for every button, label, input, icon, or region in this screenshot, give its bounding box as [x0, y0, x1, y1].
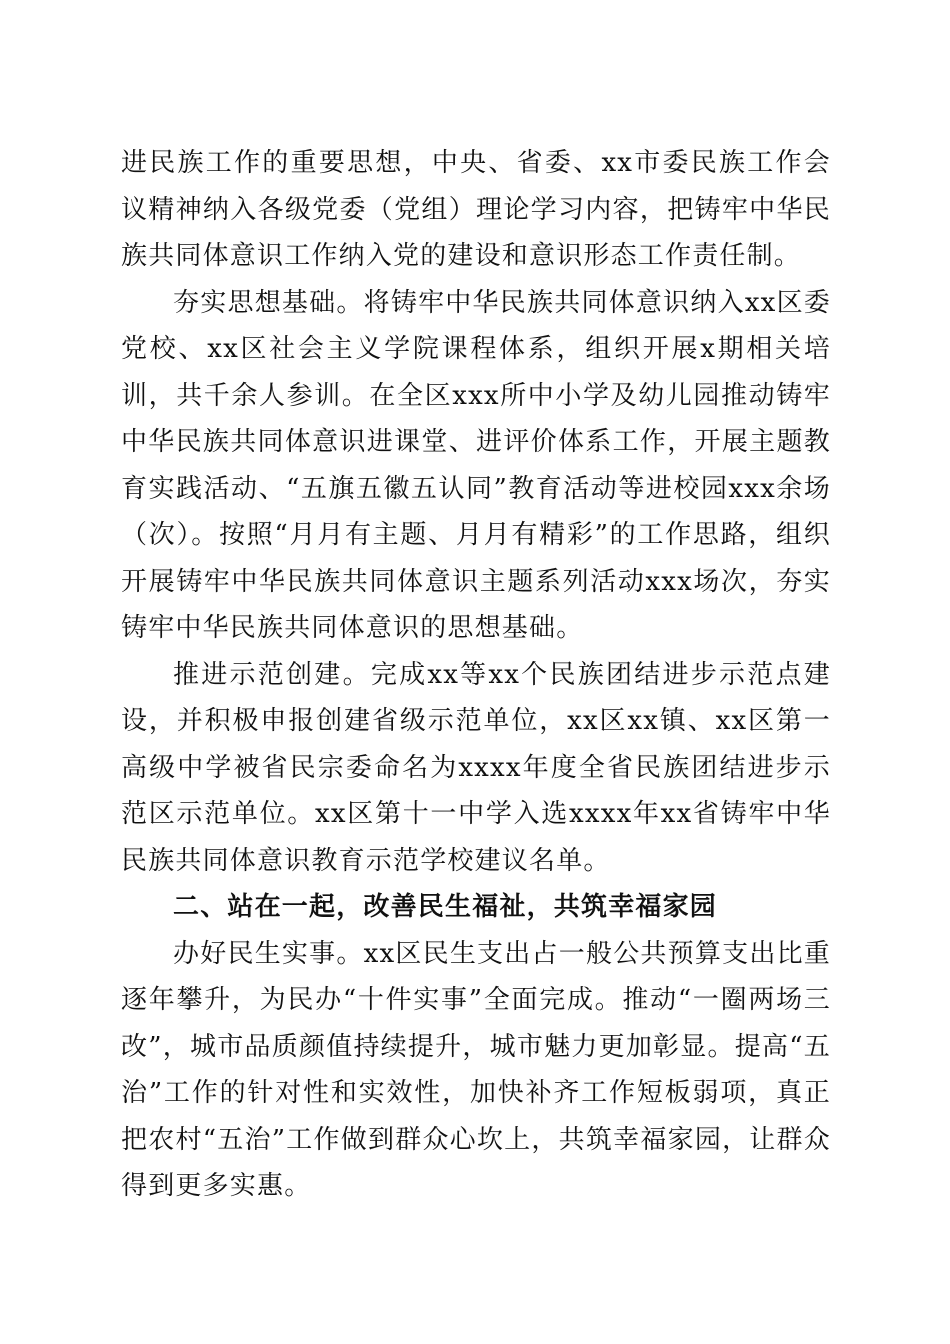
paragraph-continuation: 进民族工作的重要思想，中央、省委、xx市委民族工作会议精神纳入各级党委（党组）理论学习内容，把铸牢中华民族共同体意识工作纳入党的建设和意识形态工作责任制。	[121, 148, 831, 271]
paragraph-livelihood: 办好民生实事。xx区民生支出占一般公共预算支出比重逐年攀升，为民办“十件实事”全面完成。推动“一圈两场三改”，城市品质颜值持续提升，城市魅力更加彰显。提高“五治”工作的针对性和实效性，加快补齐工作短板弱项，真正把农村“五治”工作做到群众心坎上，共筑幸福家园，让群众得到更多实惠。	[121, 938, 831, 1201]
section-heading: 二、站在一起，改善民生福祉，共筑幸福家园	[173, 892, 718, 922]
paragraph-demonstration-creation: 推进示范创建。完成xx等xx个民族团结进步示范点建设，并积极申报创建省级示范单位，xx区xx镇、xx区第一高级中学被省民宗委命名为xxxx年度全省民族团结进步示范区示范单位。xx区第十一中学入选xxxx年xx省铸牢中华民族共同体意识教育示范学校建议名单。	[121, 659, 831, 876]
paragraph-ideological-foundation: 夯实思想基础。将铸牢中华民族共同体意识纳入xx区委党校、xx区社会主义学院课程体系，组织开展x期相关培训，共千余人参训。在全区xxx所中小学及幼儿园推动铸牢中华民族共同体意识进课堂、进评价体系工作，开展主题教育实践活动、“五旗五徽五认同”教育活动等进校园xxx余场（次）。按照“月月有主题、月月有精彩”的工作思路，组织开展铸牢中华民族共同体意识主题系列活动xxx场次，夯实铸牢中华民族共同体意识的思想基础。	[121, 287, 831, 643]
document-body	[121, 140, 831, 1210]
